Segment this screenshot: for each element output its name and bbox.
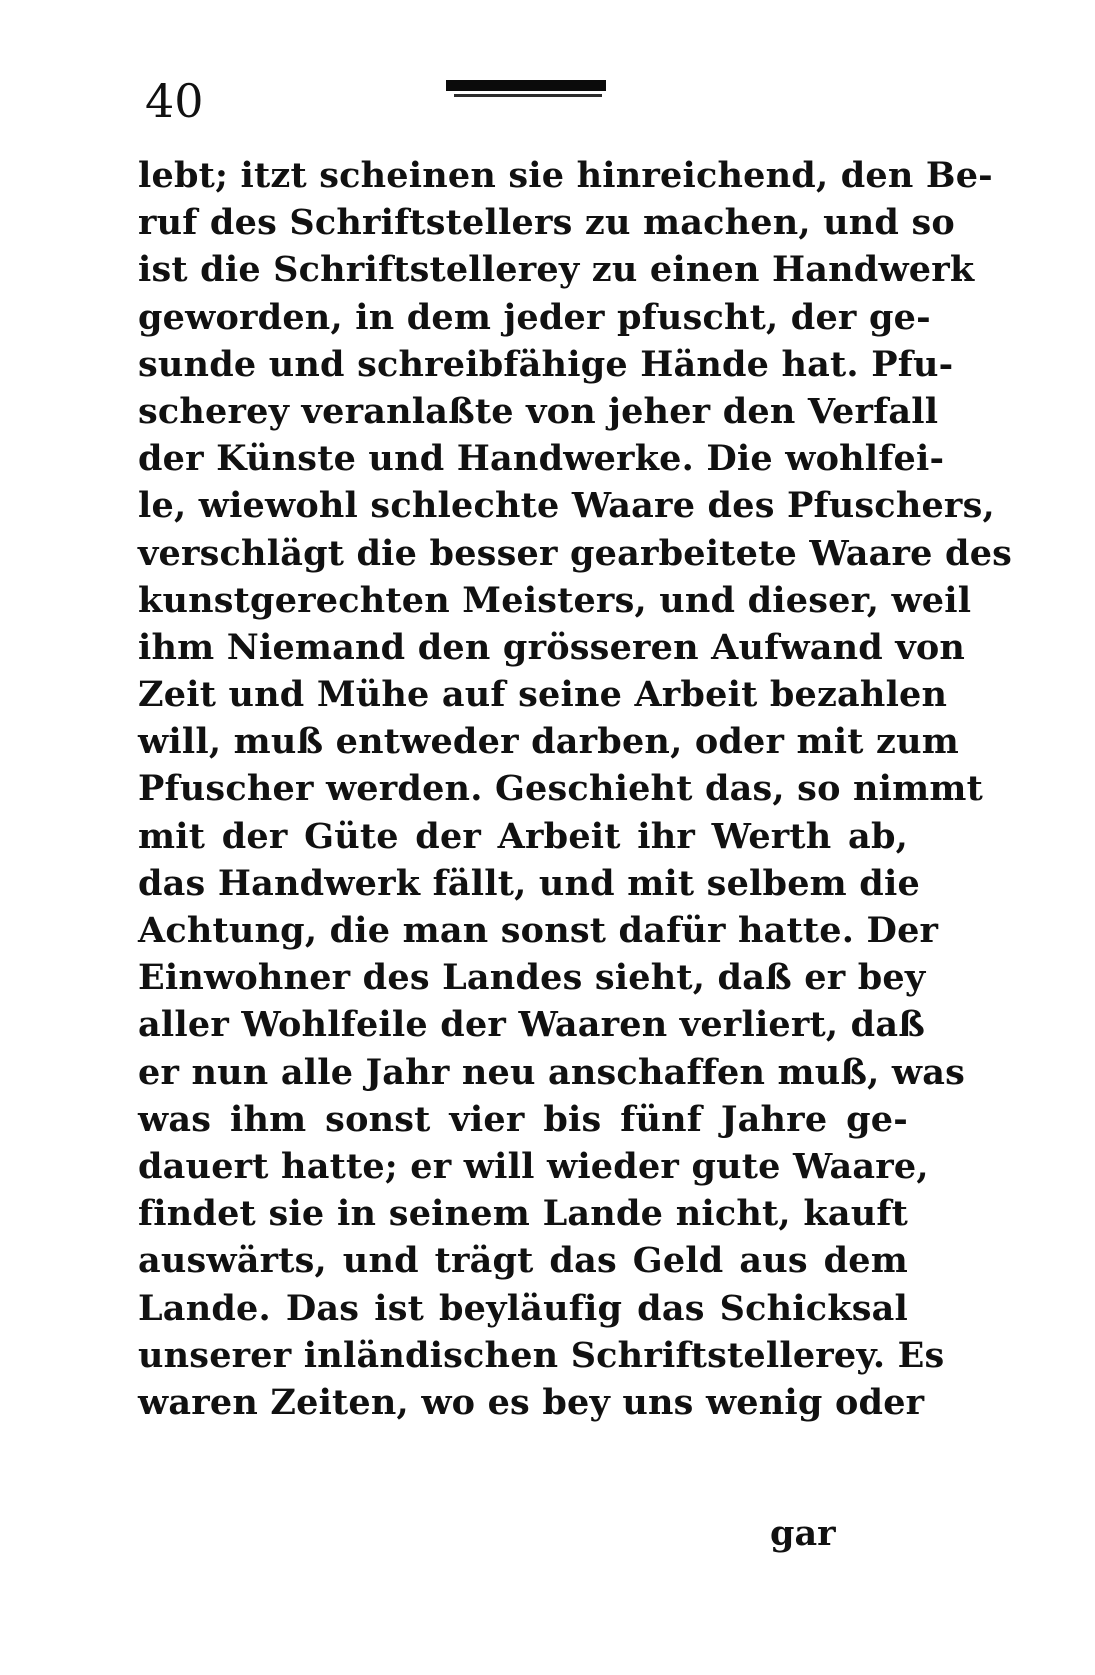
text-line: unserer inländischen Schriftstellerey. Es (138, 1334, 945, 1376)
text-line: verschlägt die besser gearbeitete Waare des (138, 532, 1013, 574)
text-line: der Künste und Handwerke. Die wohlfei- (138, 438, 945, 480)
text-line: aller Wohlfeile der Waaren verliert, daß (138, 1004, 926, 1046)
text-line: will, muß entweder darben, oder mit zum (138, 721, 959, 763)
text-line: mit der Güte der Arbeit ihr Werth ab, (138, 815, 908, 857)
text-line: das Handwerk fällt, und mit selbem die (138, 862, 920, 904)
text-line: Achtung, die man sonst dafür hatte. Der (138, 910, 939, 951)
header-ornament (446, 80, 606, 100)
text-line: Lande. Das ist beyläufig das Schicksal (138, 1287, 908, 1329)
catchword: gar (770, 1513, 836, 1554)
text-line: Pfuscher werden. Geschieht das, so nimmt (138, 768, 983, 810)
text-line: ist die Schriftstellerey zu einen Handwerk (138, 249, 975, 291)
text-line: er nun alle Jahr neu anschaffen muß, was (138, 1051, 966, 1093)
ornament-rule (454, 94, 602, 97)
text-line: Einwohner des Landes sieht, daß er bey (138, 957, 926, 999)
text-line: was ihm sonst vier bis fünf Jahre ge- (138, 1098, 908, 1140)
text-line: findet sie in seinem Lande nicht, kauft (138, 1193, 908, 1235)
text-line: ihm Niemand den grösseren Aufwand von (138, 626, 966, 668)
text-line: auswärts, und trägt das Geld aus dem (138, 1240, 908, 1282)
ornament-bar (446, 80, 606, 91)
text-line: Zeit und Mühe auf seine Arbeit bezahlen (138, 674, 948, 716)
text-line: le, wiewohl schlechte Waare des Pfuschers, (138, 485, 995, 527)
text-line: ruf des Schriftstellers zu machen, und so (138, 202, 955, 244)
body-text (138, 152, 1013, 1426)
page-number: 40 (145, 74, 204, 128)
text-line: kunstgerechten Meisters, und dieser, weil (138, 579, 972, 621)
text-line: scherey veranlaßte von jeher den Verfall (138, 390, 939, 432)
text-line: geworden, in dem jeder pfuscht, der ge- (138, 296, 931, 338)
text-line: dauert hatte; er will wieder gute Waare, (138, 1145, 929, 1187)
text-line: waren Zeiten, wo es bey uns wenig oder (138, 1381, 925, 1423)
text-line: sunde und schreibfähige Hände hat. Pfu- (138, 343, 954, 385)
text-line: lebt; itzt scheinen sie hinreichend, den Be- (138, 155, 993, 196)
